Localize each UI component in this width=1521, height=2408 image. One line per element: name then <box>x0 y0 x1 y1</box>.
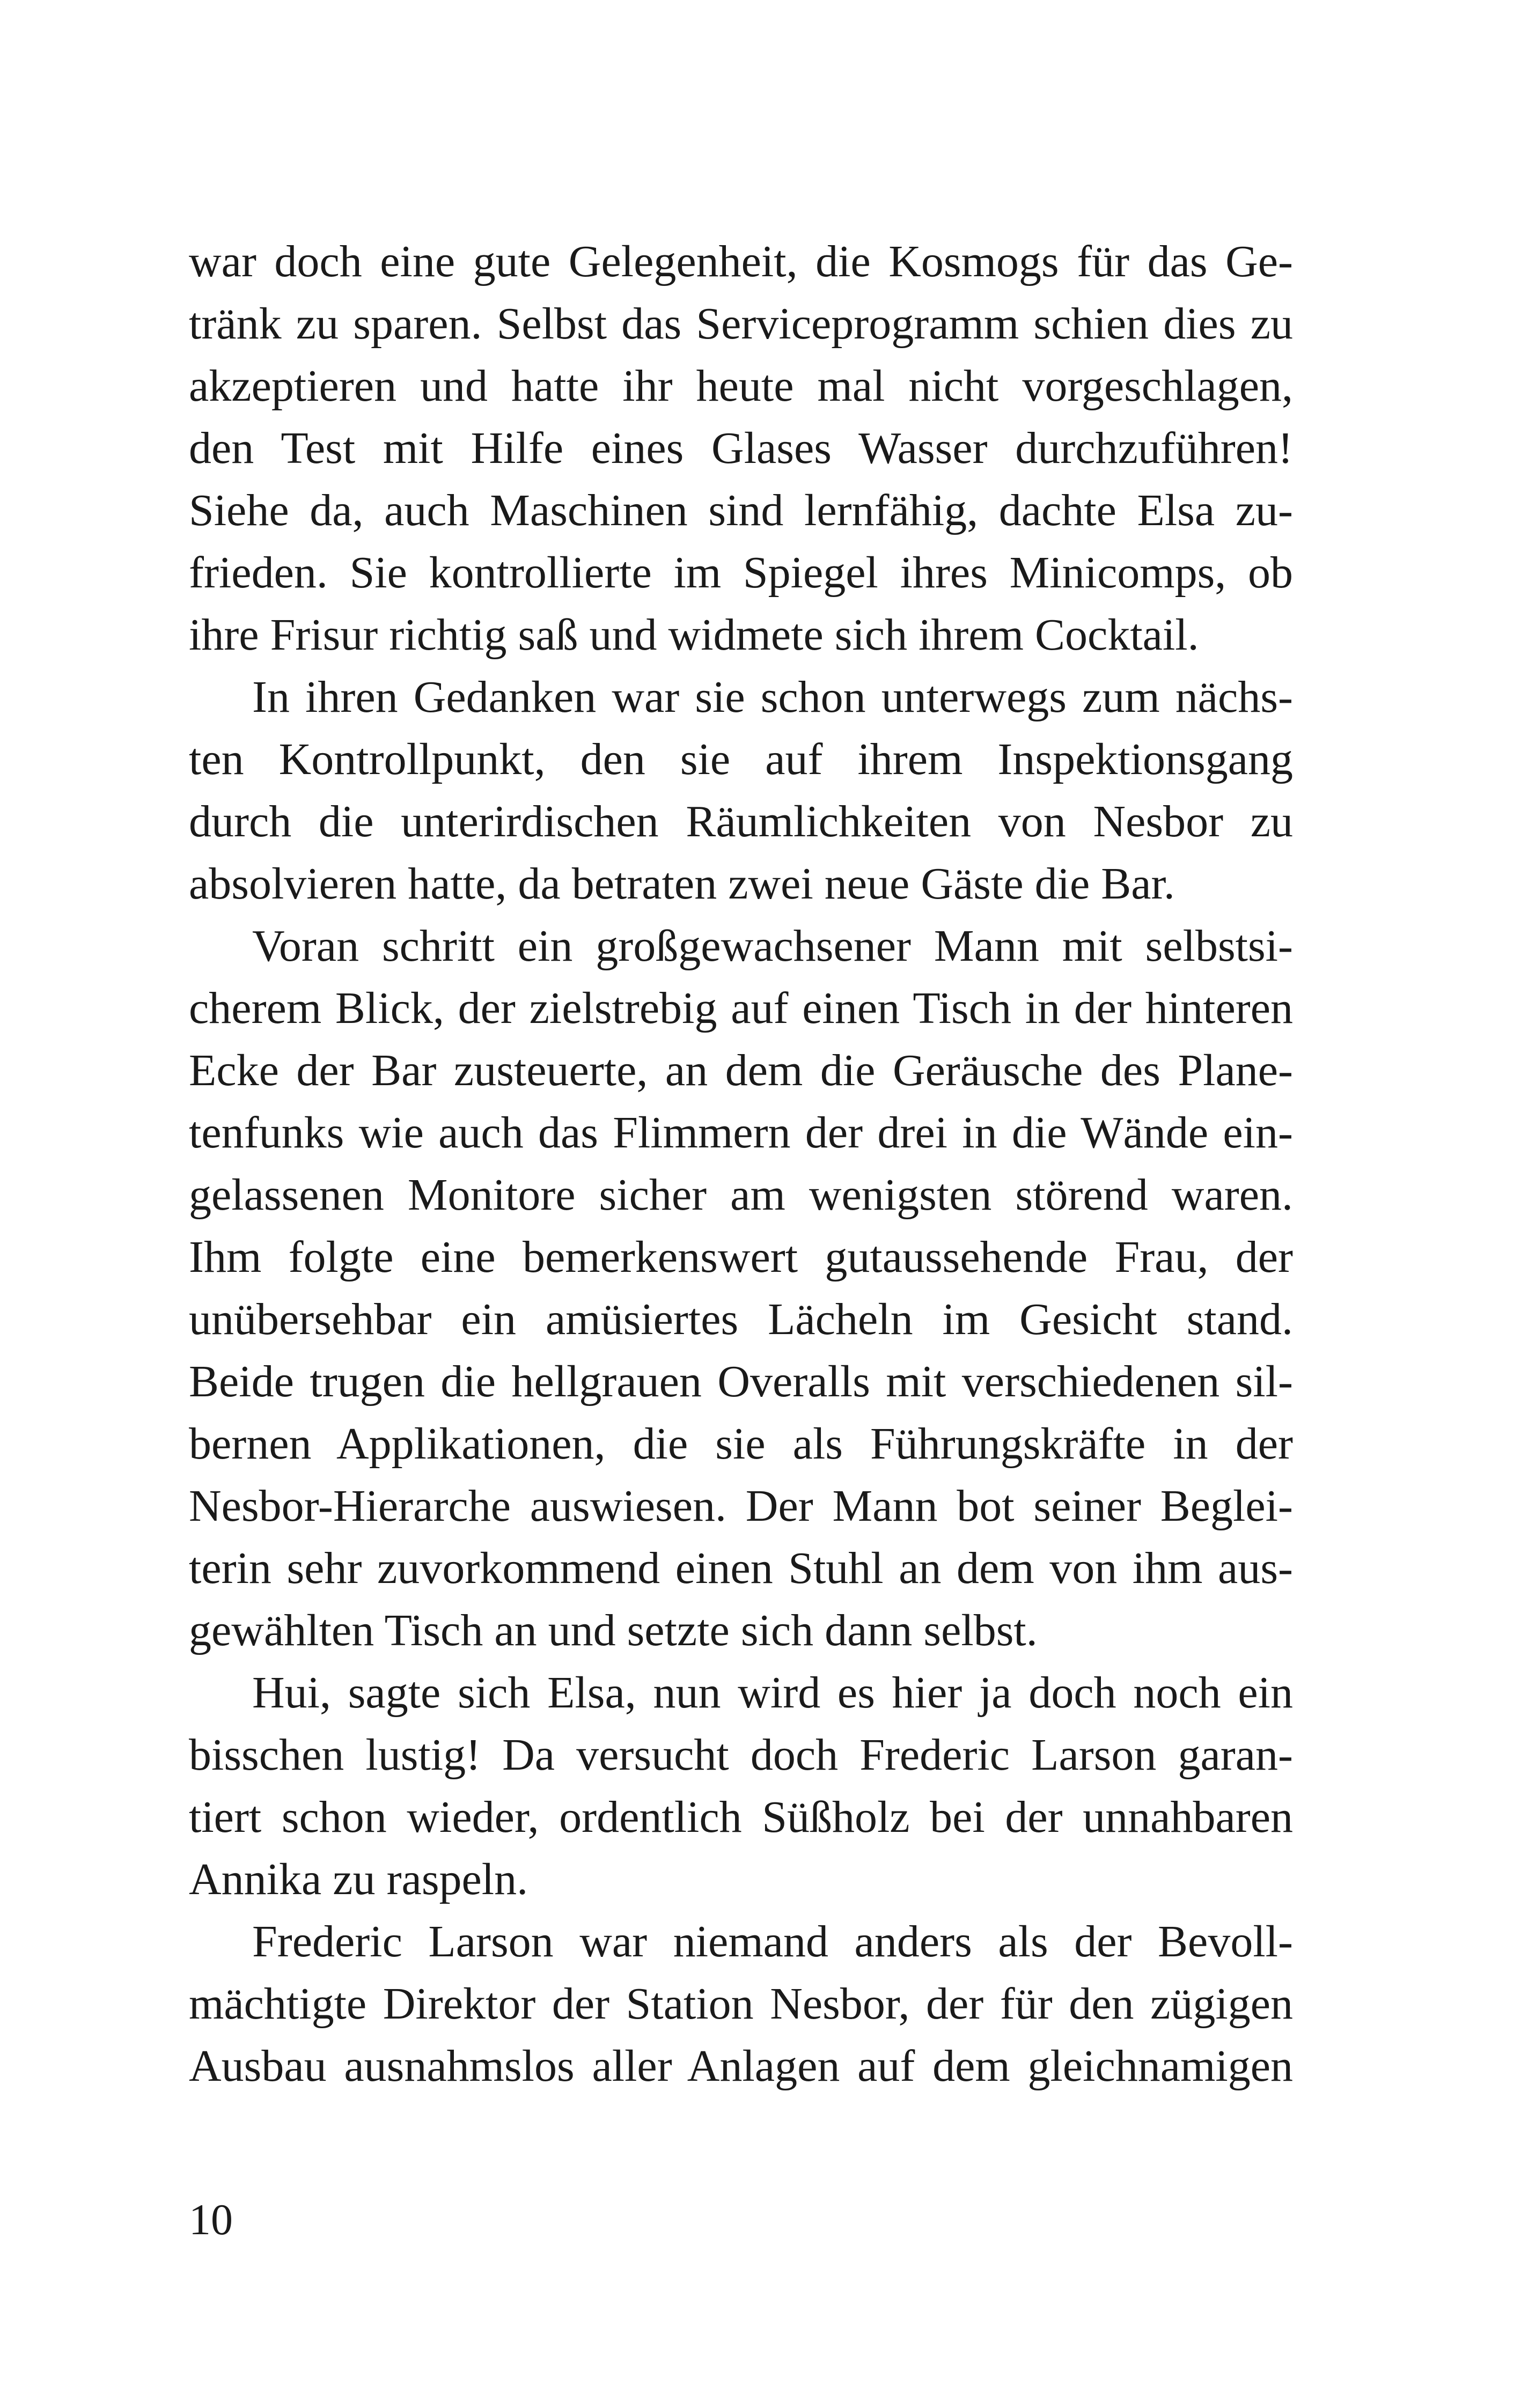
text-line: unübersehbar ein amüsiertes Lächeln im Gesicht stand. <box>189 1294 1293 1344</box>
text-line: bisschen lustig! Da versucht doch Frederic Larson garan- <box>189 1730 1293 1780</box>
text-line: cherem Blick, der zielstrebig auf einen Tisch in der hinteren <box>189 983 1293 1033</box>
text-line: Ausbau ausnahmslos aller Anlagen auf dem gleichnamigen <box>189 2041 1293 2091</box>
text-line: Beide trugen die hellgrauen Overalls mit verschiedenen sil- <box>189 1357 1293 1406</box>
text-line: Siehe da, auch Maschinen sind lernfähig, dachte Elsa zu- <box>189 485 1293 535</box>
text-line: Annika zu raspeln. <box>189 1854 528 1904</box>
text-line: gewählten Tisch an und setzte sich dann selbst. <box>189 1606 1038 1655</box>
text-line: bernen Applikationen, die sie als Führungskräfte in der <box>189 1419 1293 1469</box>
body-text <box>189 231 1293 2097</box>
text-line: Voran schritt ein großgewachsener Mann mit selbstsi- <box>252 921 1293 971</box>
text-line: terin sehr zuvorkommend einen Stuhl an dem von ihm aus- <box>189 1543 1293 1593</box>
text-line: absolvieren hatte, da betraten zwei neue Gäste die Bar. <box>189 859 1175 909</box>
page-number: 10 <box>189 2195 233 2244</box>
text-line: Ecke der Bar zusteuerte, an dem die Geräusche des Plane- <box>189 1045 1293 1095</box>
text-line: ihre Frisur richtig saß und widmete sich ihrem Cocktail. <box>189 610 1199 660</box>
text-line: Frederic Larson war niemand anders als der Bevoll- <box>252 1917 1293 1967</box>
text-line: ten Kontrollpunkt, den sie auf ihrem Inspektionsgang <box>189 734 1293 784</box>
text-line: Ihm folgte eine bemerkenswert gutaussehende Frau, der <box>189 1232 1293 1282</box>
text-line: frieden. Sie kontrollierte im Spiegel ihres Minicomps, ob <box>189 548 1293 598</box>
text-line: Hui, sagte sich Elsa, nun wird es hier ja doch noch ein <box>252 1668 1293 1718</box>
text-line: In ihren Gedanken war sie schon unterwegs zum nächs- <box>252 672 1293 722</box>
text-line: gelassenen Monitore sicher am wenigsten störend waren. <box>189 1170 1293 1220</box>
text-line: tränk zu sparen. Selbst das Serviceprogramm schien dies zu <box>189 299 1293 349</box>
text-line: tiert schon wieder, ordentlich Süßholz bei der unnahbaren <box>189 1792 1293 1842</box>
text-line: tenfunks wie auch das Flimmern der drei in die Wände ein- <box>189 1108 1293 1158</box>
text-line: den Test mit Hilfe eines Glases Wasser durchzuführen! <box>189 423 1293 473</box>
text-line: Nesbor-Hierarche auswiesen. Der Mann bot seiner Beglei- <box>189 1481 1293 1531</box>
text-line: durch die unterirdischen Räumlichkeiten von Nesbor zu <box>189 797 1293 846</box>
text-line: mächtigte Direktor der Station Nesbor, der für den zügigen <box>189 1979 1293 2029</box>
text-line: akzeptieren und hatte ihr heute mal nicht vorgeschlagen, <box>189 361 1293 411</box>
text-line: war doch eine gute Gelegenheit, die Kosmogs für das Ge- <box>189 237 1293 286</box>
